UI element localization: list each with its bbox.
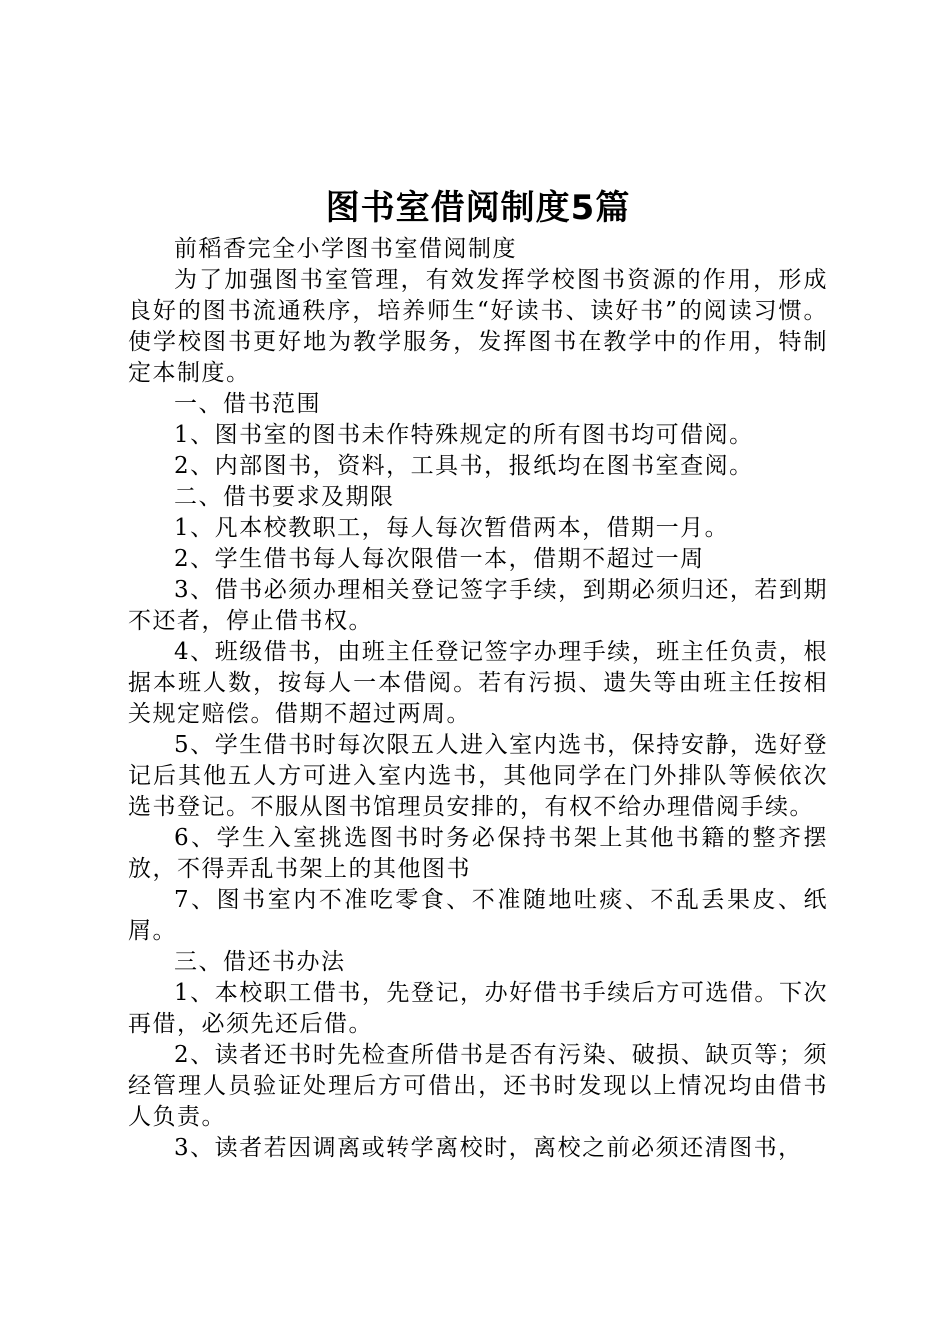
- paragraph-return-2: 2、读者还书时先检查所借书是否有污染、破损、缺页等；须经管理人员验证处理后方可借出，还书时发现以上情况均由借书人负责。: [128, 1042, 828, 1130]
- paragraph-scope-2: 2、内部图书，资料，工具书，报纸均在图书室查阅。: [174, 453, 754, 479]
- paragraph-requirement-6: 6、学生入室挑选图书时务必保持书架上其他书籍的整齐摆放，不得弄乱书架上的其他图书: [128, 825, 828, 882]
- paragraph-intro: 为了加强图书室管理，有效发挥学校图书资源的作用，形成良好的图书流通秩序，培养师生“好读书、读好书”的阅读习惯。使学校图书更好地为教学服务，发挥图书在教学中的作用，特制定本制度。: [128, 267, 828, 386]
- paragraph-return-1: 1、本校职工借书，先登记，办好借书手续后方可选借。下次再借，必须先还后借。: [128, 980, 828, 1037]
- section-heading-scope: 一、借书范围: [174, 391, 321, 417]
- section-heading-requirements: 二、借书要求及期限: [174, 484, 395, 510]
- paragraph-scope-1: 1、图书室的图书未作特殊规定的所有图书均可借阅。: [174, 422, 754, 448]
- paragraph-requirement-5: 5、学生借书时每次限五人进入室内选书，保持安静，选好登记后其他五人方可进入室内选书，其他同学在门外排队等候依次选书登记。不服从图书馆理员安排的，有权不给办理借阅手续。: [128, 732, 828, 820]
- paragraph-requirement-1: 1、凡本校教职工，每人每次暂借两本，借期一月。: [174, 515, 730, 541]
- paragraph-requirement-7: 7、图书室内不准吃零食、不准随地吐痰、不乱丢果皮、纸屑。: [128, 887, 828, 944]
- paragraph-requirement-2: 2、学生借书每人每次限借一本，借期不超过一周: [174, 546, 705, 572]
- paragraph-return-3: 3、读者若因调离或转学离校时，离校之前必须还清图书，: [174, 1135, 803, 1161]
- paragraph-requirement-3: 3、借书必须办理相关登记签字手续，到期必须归还，若到期不还者，停止借书权。: [128, 577, 828, 634]
- paragraph-requirement-4: 4、班级借书，由班主任登记签字办理手续，班主任负责，根据本班人数，按每人一本借阅。若有污损、遗失等由班主任按相关规定赔偿。借期不超过两周。: [128, 639, 828, 727]
- section-heading-return: 三、借还书办法: [174, 949, 346, 975]
- document-title: 图书室借阅制度5篇: [325, 188, 631, 228]
- document-page: [128, 182, 828, 1164]
- paragraph-school-heading: 前稻香完全小学图书室借阅制度: [174, 236, 517, 262]
